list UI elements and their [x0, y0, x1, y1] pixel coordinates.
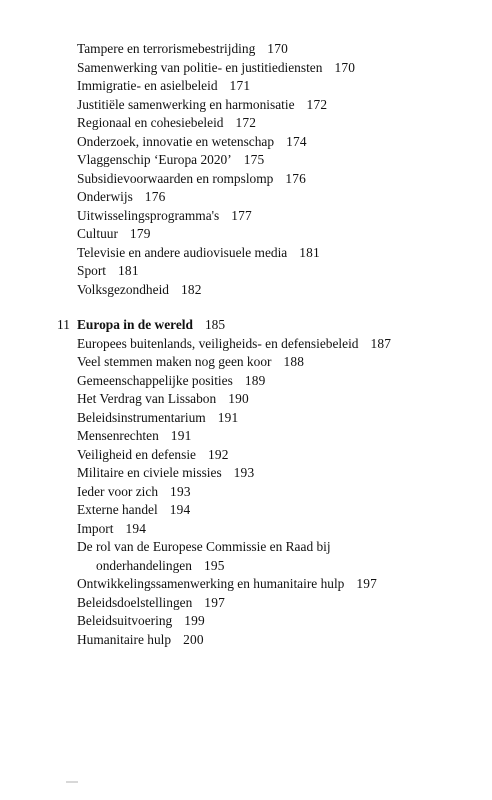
chapter-title: Europa in de wereld — [77, 317, 193, 332]
toc-entry — [77, 409, 391, 428]
toc-entry — [77, 225, 355, 244]
toc-entry — [77, 96, 355, 115]
toc-entry-title: Gemeenschappelijke posities — [77, 372, 233, 388]
toc-entry-page: 177 — [231, 207, 252, 223]
toc-entry — [77, 188, 355, 207]
toc-entry-page: 190 — [228, 391, 249, 406]
toc-entry-page: 174 — [286, 133, 307, 149]
toc-entry-title: Uitwisselingsprogramma's — [77, 207, 220, 223]
toc-entry-page: 176 — [285, 170, 307, 186]
toc-entry-title: Beleidsuitvoering — [77, 613, 173, 628]
toc-entry-title: Mensenrechten — [77, 428, 159, 443]
toc-entry — [77, 612, 391, 631]
toc-entry-page: 171 — [229, 78, 251, 93]
toc-entry — [77, 77, 355, 96]
chapter-number: 11 — [57, 317, 70, 332]
toc-entry-page: 181 — [299, 244, 320, 260]
toc-section-chapter-11 — [77, 316, 391, 649]
toc-entry-title: Tampere en terrorismebestrijding — [77, 41, 256, 56]
toc-entry-title: Veel stemmen maken nog geen koor — [77, 354, 272, 369]
toc-entry — [77, 575, 391, 594]
toc-entry — [77, 538, 391, 557]
toc-entry-page: 192 — [208, 446, 229, 462]
toc-entry — [77, 151, 355, 170]
toc-section-previous-chapter — [77, 40, 355, 299]
toc-entry-page: 189 — [244, 372, 266, 388]
toc-entry-page: 170 — [267, 41, 288, 56]
toc-entry-title: De rol van de Europese Commissie en Raad bij — [77, 539, 331, 554]
toc-entry-page: 172 — [235, 115, 257, 130]
toc-entry-title: Sport — [77, 263, 107, 278]
toc-entry-title: Militaire en civiele missies — [77, 465, 222, 480]
toc-entry — [77, 133, 355, 152]
toc-entry-title: Ieder voor zich — [77, 483, 159, 499]
toc-entry — [77, 59, 355, 78]
toc-entry-title: Ontwikkelingssamenwerking en humanitaire hulp — [77, 576, 345, 591]
toc-entry — [77, 464, 391, 483]
toc-entry — [77, 207, 355, 226]
toc-entry-page: 176 — [144, 189, 166, 204]
toc-entry-title: Justitiële samenwerking en harmonisatie — [77, 96, 295, 112]
toc-entry — [77, 40, 355, 59]
toc-entry — [77, 335, 391, 354]
toc-entry-title: Beleidsinstrumentarium — [77, 409, 206, 425]
toc-entry-page: 197 — [204, 594, 225, 610]
toc-entry-page: 193 — [233, 465, 255, 480]
toc-entry-title: Externe handel — [77, 502, 158, 517]
toc-entry-page: 188 — [283, 354, 305, 369]
toc-entry-page: 194 — [169, 502, 191, 517]
page-corner-mark — [66, 781, 78, 783]
toc-entry-page: 194 — [125, 520, 147, 536]
toc-entry-page: 187 — [370, 335, 392, 351]
toc-entry-page: 200 — [183, 631, 204, 647]
toc-entry — [77, 114, 355, 133]
toc-entry — [77, 594, 391, 613]
chapter-page: 185 — [204, 317, 226, 332]
toc-entry — [77, 372, 391, 391]
toc-entry-title: Subsidievoorwaarden en rompslomp — [77, 170, 274, 186]
toc-entry-title: Regionaal en cohesiebeleid — [77, 115, 224, 130]
toc-entry — [77, 501, 391, 520]
toc-entry — [77, 281, 355, 300]
toc-entry-title: Onderzoek, innovatie en wetenschap — [77, 133, 275, 149]
toc-entry-page: 182 — [181, 281, 202, 297]
toc-entry — [77, 353, 391, 372]
toc-entry-page: 172 — [306, 96, 328, 112]
toc-entry-page: 191 — [170, 428, 192, 443]
toc-entry — [77, 262, 355, 281]
toc-entry-continuation — [77, 557, 391, 576]
toc-entry-title: Onderwijs — [77, 189, 133, 204]
toc-entry-title: Cultuur — [77, 226, 118, 241]
toc-entry-page: 197 — [356, 576, 378, 591]
toc-entry-title: onderhandelingen — [96, 557, 192, 573]
toc-entry-page: 193 — [170, 483, 191, 499]
toc-entry-page: 170 — [334, 59, 356, 75]
toc-entry-page: 175 — [243, 152, 265, 167]
toc-entry-title: Europees buitenlands, veiligheids- en defensiebeleid — [77, 335, 359, 351]
toc-entry — [77, 520, 391, 539]
toc-entry-page: 191 — [217, 409, 239, 425]
toc-entry — [77, 427, 391, 446]
toc-entry — [77, 170, 355, 189]
toc-entry-title: Veiligheid en defensie — [77, 446, 196, 462]
toc-entry-page: 195 — [203, 557, 225, 573]
toc-entry-title: Humanitaire hulp — [77, 631, 172, 647]
toc-entry — [77, 631, 391, 650]
toc-entry-page: 179 — [129, 226, 151, 241]
toc-entry-title: Vlaggenschip ‘Europa 2020’ — [77, 152, 232, 167]
toc-entry-title: Beleidsdoelstellingen — [77, 594, 193, 610]
toc-entry — [77, 244, 355, 263]
toc-entry — [77, 390, 391, 409]
toc-entry-title: Het Verdrag van Lissabon — [77, 391, 217, 406]
toc-entry-title: Samenwerking van politie- en justitiediensten — [77, 59, 323, 75]
toc-entry — [77, 483, 391, 502]
toc-entry — [77, 446, 391, 465]
toc-entry-page: 199 — [184, 613, 205, 628]
toc-entry-title: Import — [77, 520, 114, 536]
toc-entry-title: Volksgezondheid — [77, 281, 169, 297]
toc-entry-page: 181 — [118, 263, 139, 278]
toc-entry-title: Immigratie- en asielbeleid — [77, 78, 218, 93]
toc-entry-title: Televisie en andere audiovisuele media — [77, 244, 288, 260]
